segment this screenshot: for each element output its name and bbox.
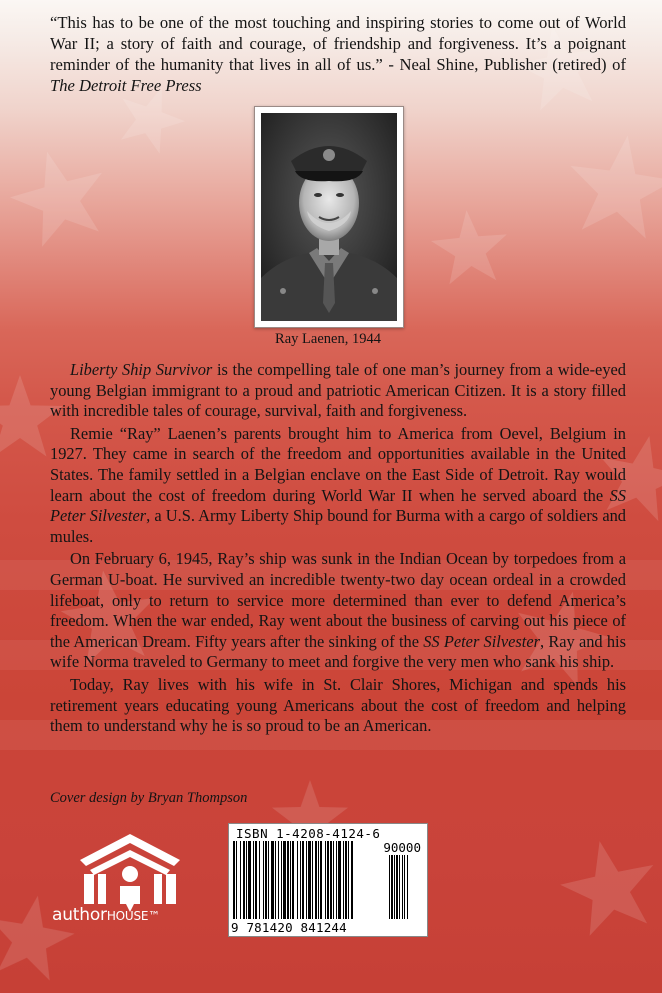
paragraph-text: , a U.S. Army Liberty Ship bound for Burma with a cargo of soldiers and mules. [50,506,626,546]
portrait-photo [261,113,397,321]
paragraph-text: On February 6, 1945, Ray’s ship was sunk in the Indian Ocean by torpedoes from a German U-boat. He survived an incredible twenty-two day ocean ordeal in a crowded lifeboat, only to return to service more determined than ever to defend America’s freedom. When the war ended, Ray went about the business of carving out his piece of the American Dream. Fifty years after the sinking of the [50,549,626,651]
isbn-label: ISBN 1-4208-4124-6 [236,826,381,841]
paragraph-text: Remie “Ray” Laenen’s parents brought him to America from Oevel, Belgium in 1927. They came in search of the freedom and opportunities available in the United States. The family settled in a Belgian enclave on the East Side of Detroit. Ray would learn about the cost of freedom during World War II when he served aboard the [50,423,626,505]
publisher-name [52,905,160,925]
price-code: 90000 [383,840,421,855]
paragraph-text: , Ray and his wife Norma traveled to Germany to meet and forgive the very men who sank his ship. [50,631,626,672]
trademark: ™ [148,909,161,923]
quote-text: “This has to be one of the most touching and inspiring stories to come out of World War II; a story of faith and courage, of friendship and forgiveness. It’s a poignant reminder of the humanity that lives in all of us.” - Neal Shine, Publisher (retired) of [50,13,626,74]
quote-source: The Detroit Free Press [50,76,202,95]
paragraph-text: Today, Ray lives with his wife in St. Clair Shores, Michigan and spends his retirement years educating young Americans about the cost of freedom and helping them to understand why he is so proud to be an American. [50,674,626,736]
endorsement-quote [50,12,626,96]
description-paragraph [50,360,626,422]
isbn-barcode [228,823,428,937]
barcode-bars [233,841,423,919]
description-paragraph [50,549,626,673]
ship-name: SS Peter Silvester [423,631,540,651]
photo-caption: Ray Laenen, 1944 [275,331,381,347]
portrait-photo-frame [254,106,404,328]
ship-name: SS Peter Silvester [50,485,626,526]
book-description [50,360,626,739]
description-paragraph [50,424,626,548]
book-title: Liberty Ship Survivor [70,360,213,379]
description-paragraph [50,675,626,737]
paragraph-text: is the compelling tale of one man’s journey from a wide-eyed young Belgian immigrant to a proud and patriotic American Citizen. It is a story filled with incredible tales of courage, survival, faith and forgiveness. [50,360,626,421]
publisher-name-a: author [52,905,107,925]
publisher-name-b: HOUSE [106,909,149,923]
cover-design-credit: Cover design by Bryan Thompson [50,790,248,806]
ean-number: 9 781420 841244 [231,920,347,935]
